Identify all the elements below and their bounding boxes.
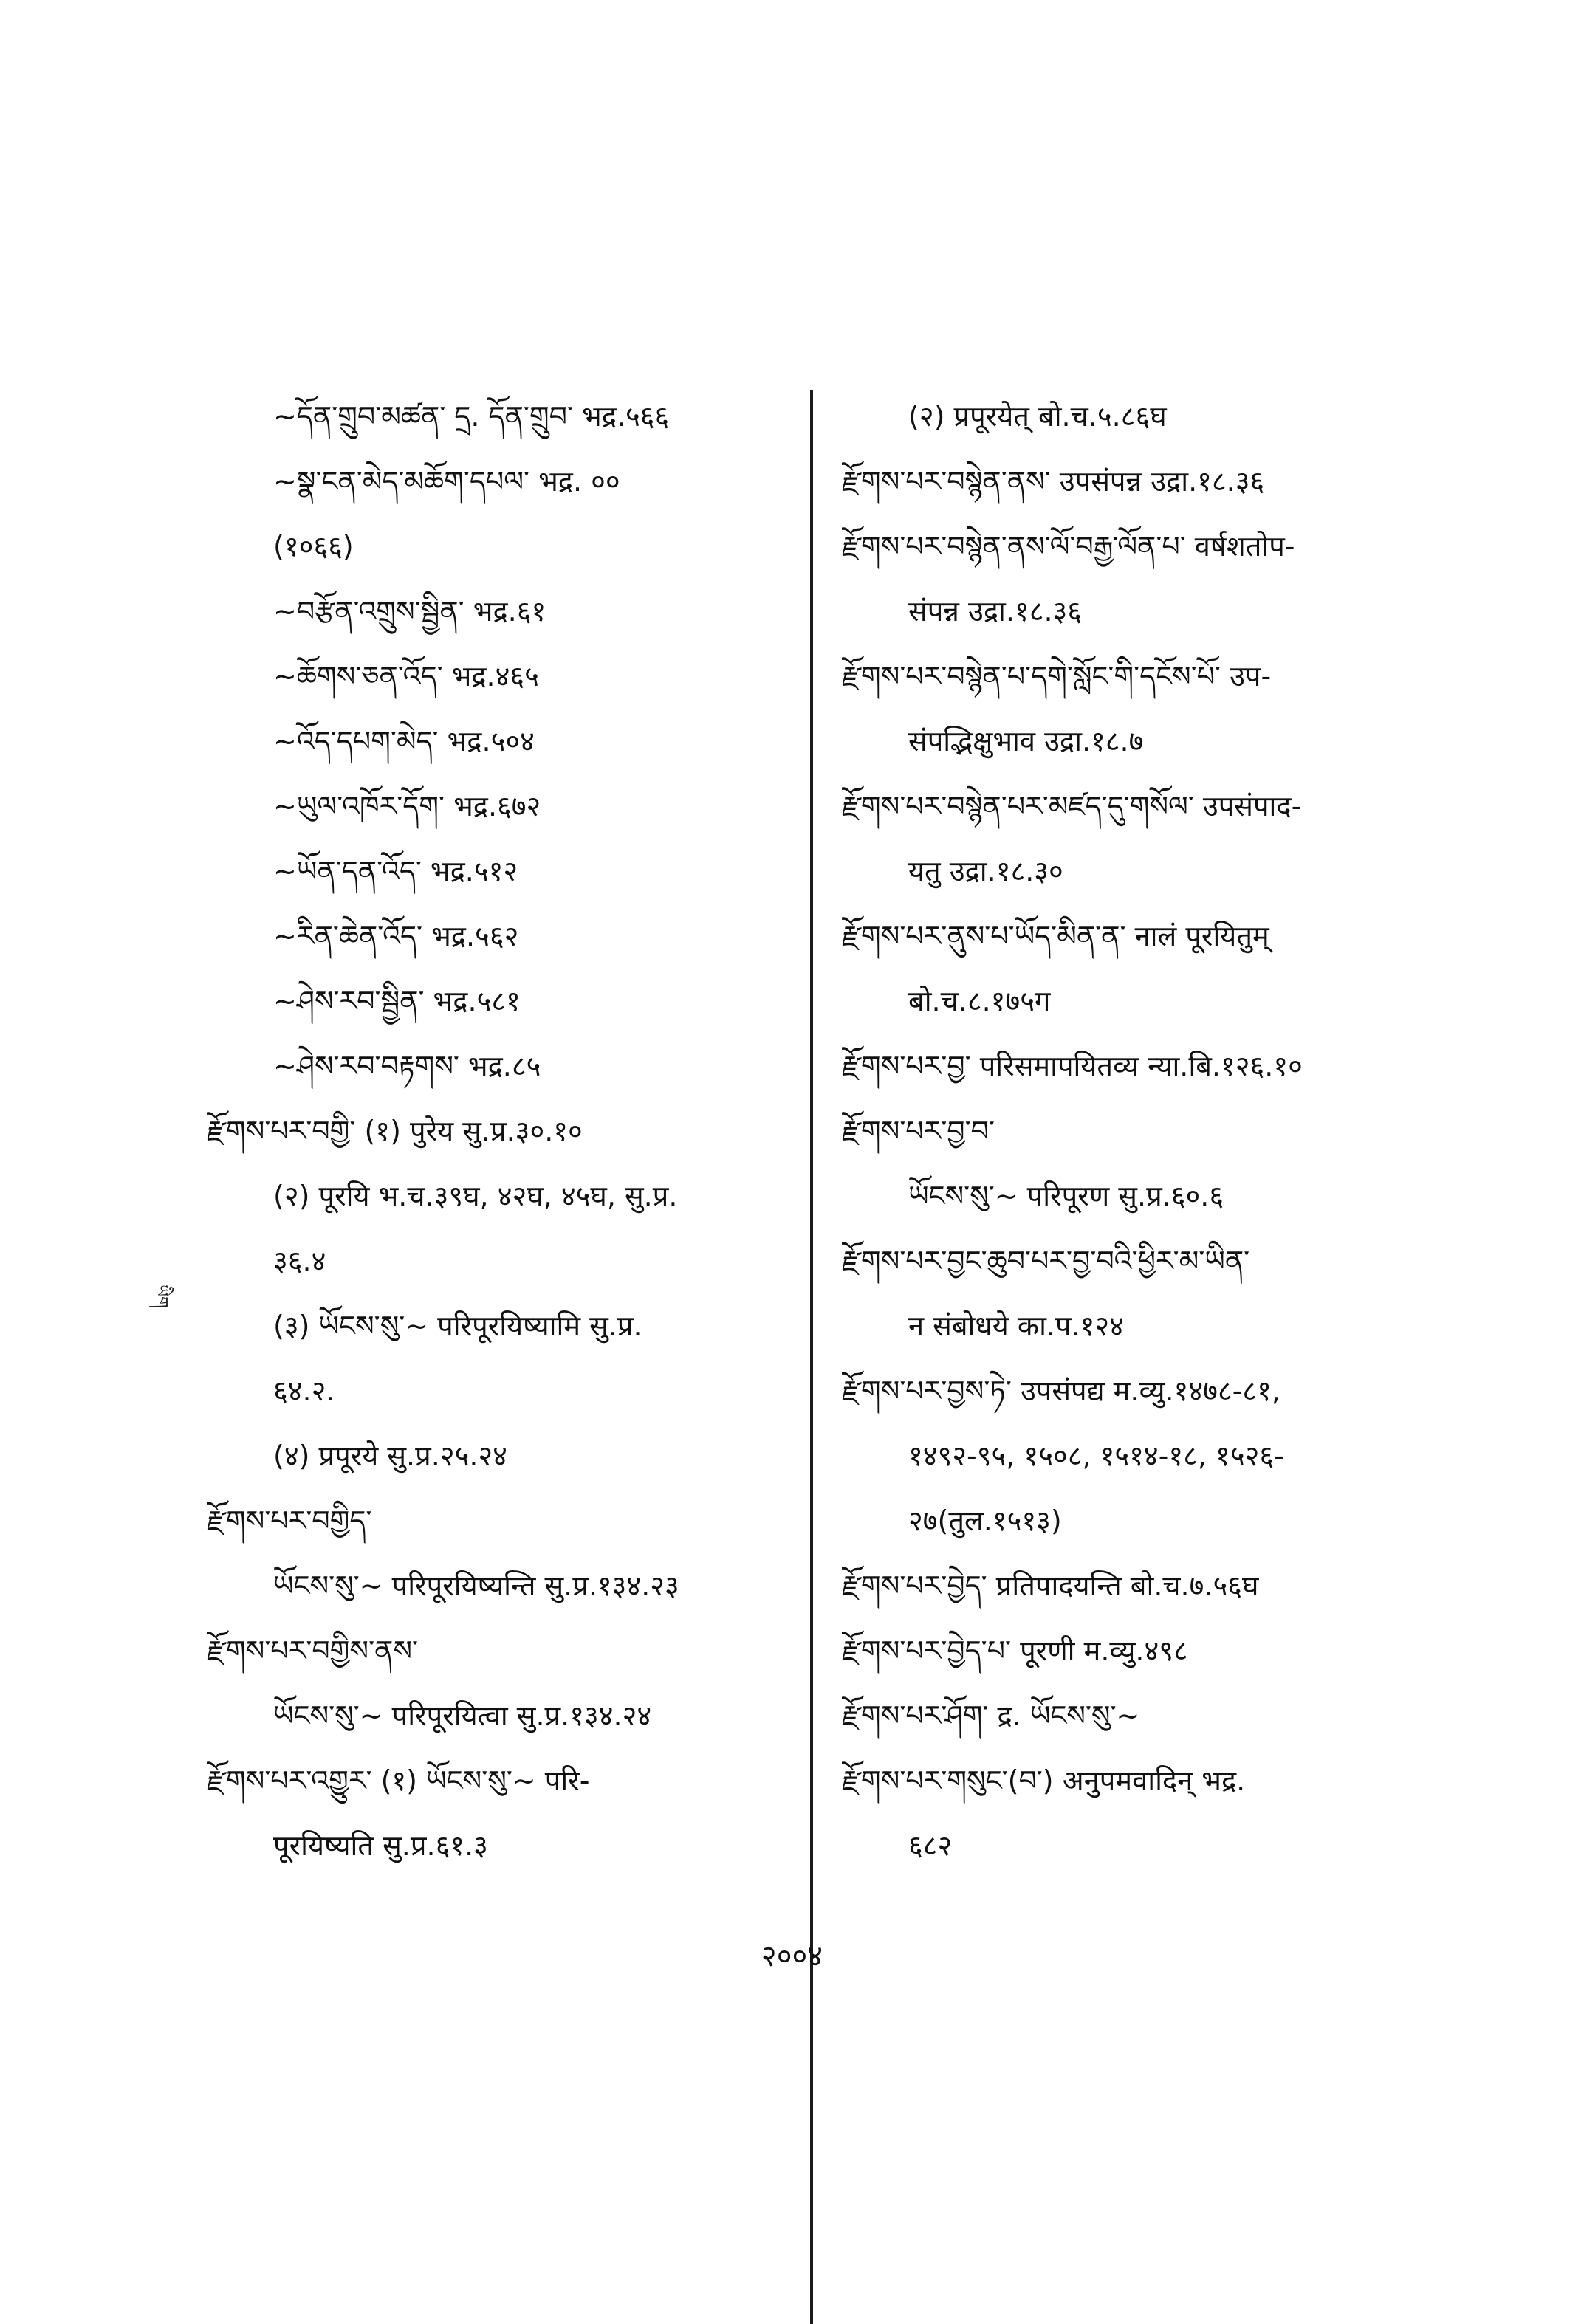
dictionary-line: རྫོགས་པར་འགྱུར་ (१) ཡོངས་སུ་~ परि- bbox=[207, 1764, 590, 1797]
dictionary-line: ~རིན་ཆེན་འོད་ भद्र.५६२ bbox=[273, 920, 519, 952]
dictionary-line: पूरयिष्यति सु.प्र.६१.३ bbox=[273, 1829, 488, 1862]
dictionary-line: (२) पूरयि भ.च.३९घ, ४२घ, ४५घ, सु.प्र. bbox=[273, 1180, 678, 1212]
dictionary-line: ~སྣ་ངན་མེད་མཆོག་དཔལ་ भद्र. ०० bbox=[273, 465, 620, 498]
dictionary-line: ~ཤེས་རབ་སྦྱིན་ भद्र.५८१ bbox=[273, 985, 521, 1017]
dictionary-line: རྫོགས་པར་བསྙེན་ནས་ལོ་བརྒྱ་ལོན་པ་ वर्षशतोप- bbox=[842, 530, 1295, 563]
dictionary-line: ३६.४ bbox=[273, 1245, 326, 1277]
dictionary-line: यतु उद्रा.१८.३० bbox=[908, 855, 1063, 887]
dictionary-line: རྫོགས་པར་བྱ་ परिसमापयितव्य न्या.बि.१२६.१० bbox=[842, 1050, 1303, 1082]
dictionary-line: ~ཡུལ་འཁོར་དོག་ भद्र.६७२ bbox=[273, 790, 541, 822]
dictionary-line: संपद्भिक्षुभाव उद्रा.१८.७ bbox=[908, 725, 1144, 757]
dictionary-line: २७(तुल.१५१३) bbox=[908, 1505, 1062, 1537]
dictionary-line: རྫོགས་པར་བསྙེན་པར་མཛད་དུ་གསོལ་ उपसंपाद- bbox=[842, 790, 1302, 822]
dictionary-line: རྫོགས་པར་བགྱིད་ bbox=[207, 1505, 372, 1537]
dictionary-line: (३) ཡོངས་སུ་~ परिपूरयिष्यामि सु.प्र. bbox=[273, 1310, 642, 1342]
dictionary-line: རྫོགས་པར་བྱེད་ प्रतिपादयन्ति बो.च.७.५६घ bbox=[842, 1570, 1259, 1602]
dictionary-line: རྫོགས་པར་བྱང་ཆུབ་པར་བྱ་བའི་ཕྱིར་མ་ཡིན་ bbox=[842, 1245, 1250, 1277]
dictionary-line: ཡོངས་སུ་~ परिपूरण सु.प्र.६०.६ bbox=[908, 1180, 1224, 1212]
dictionary-line: (२) प्रपूरयेत् बो.च.५.८६घ bbox=[908, 400, 1167, 433]
dictionary-line: ~དོན་གྲུབ་མཚན་ དྲ. དོན་གྲུབ་ भद्र.५६६ bbox=[273, 400, 670, 433]
left-column bbox=[207, 384, 798, 1878]
dictionary-line: बो.च.८.१७५ग bbox=[908, 985, 1051, 1017]
dictionary-line: ~ཤེས་རབ་བརྟགས་ भद्र.८५ bbox=[273, 1050, 541, 1082]
dictionary-line: རྫོགས་པར་ཤོག་ द्र. ཡོངས་སུ་~ bbox=[842, 1699, 1140, 1732]
right-column bbox=[842, 384, 1433, 1878]
dictionary-line: རྫོགས་པར་བྱ་བ་ bbox=[842, 1115, 995, 1147]
dictionary-line: ६८२ bbox=[908, 1829, 953, 1862]
dictionary-line: ~བརྩོན་འགྲུས་སྦྱིན་ भद्र.६१ bbox=[273, 595, 546, 628]
dictionary-line: རྫོགས་པར་བགྱིས་ནས་ bbox=[207, 1634, 419, 1667]
dictionary-line: རྫོགས་པར་གསུང་(བ་) अनुपमवादिन् भद्र. bbox=[842, 1764, 1246, 1797]
dictionary-line: རྫོགས་པར་བྱས་ཏེ་ उपसंपद्य म.व्यु.१४७८-८१, bbox=[842, 1375, 1280, 1407]
dictionary-line: ~ཆོགས་ཅན་འོད་ भद्र.४६५ bbox=[273, 660, 539, 692]
page-number: २००४ bbox=[761, 1939, 823, 1973]
dictionary-line: १४९२-९५, १५०८, १५१४-१८, १५२६- bbox=[908, 1440, 1284, 1472]
dictionary-line: རྫོགས་པར་བགྱི་ (१) पुरेय सु.प्र.३०.१० bbox=[207, 1115, 583, 1147]
margin-mark: ཡིག bbox=[152, 1285, 171, 1308]
dictionary-line: རྫོགས་པར་བསྙེན་པ་དགེ་སློང་གི་དངོས་པོ་ उप- bbox=[842, 660, 1272, 692]
dictionary-line: ཡོངས་སུ་~ परिपूरयिष्यन्ति सु.प्र.१३४.२३ bbox=[273, 1570, 679, 1602]
dictionary-line: ~ཡོན་དན་འོད་ भद्र.५१२ bbox=[273, 855, 518, 887]
dictionary-line: न संबोधये का.प.१२४ bbox=[908, 1310, 1124, 1342]
dictionary-line: (४) प्रपूरये सु.प्र.२५.२४ bbox=[273, 1440, 507, 1472]
dictionary-line: ཡོངས་སུ་~ परिपूरयित्वा सु.प्र.१३४.२४ bbox=[273, 1699, 652, 1732]
dictionary-line: རྫོགས་པར་བསྙེན་ནས་ उपसंपन्न उद्रा.१८.३६ bbox=[842, 465, 1265, 498]
dictionary-line: རྫོགས་པར་ནུས་པ་ཡོད་མིན་ན་ नालं पूरयितुम् bbox=[842, 920, 1269, 952]
dictionary-line: རྫོགས་པར་བྱེད་པ་ पूरणी म.व्यु.४९८ bbox=[842, 1634, 1188, 1667]
dictionary-line: (१०६६) bbox=[273, 530, 354, 563]
column-divider bbox=[810, 390, 813, 2324]
dictionary-line: ~འོད་དཔག་མེད་ भद्र.५०४ bbox=[273, 725, 535, 757]
dictionary-line: संपन्न उद्रा.१८.३६ bbox=[908, 595, 1083, 628]
dictionary-line: ६४.२. bbox=[273, 1375, 335, 1407]
